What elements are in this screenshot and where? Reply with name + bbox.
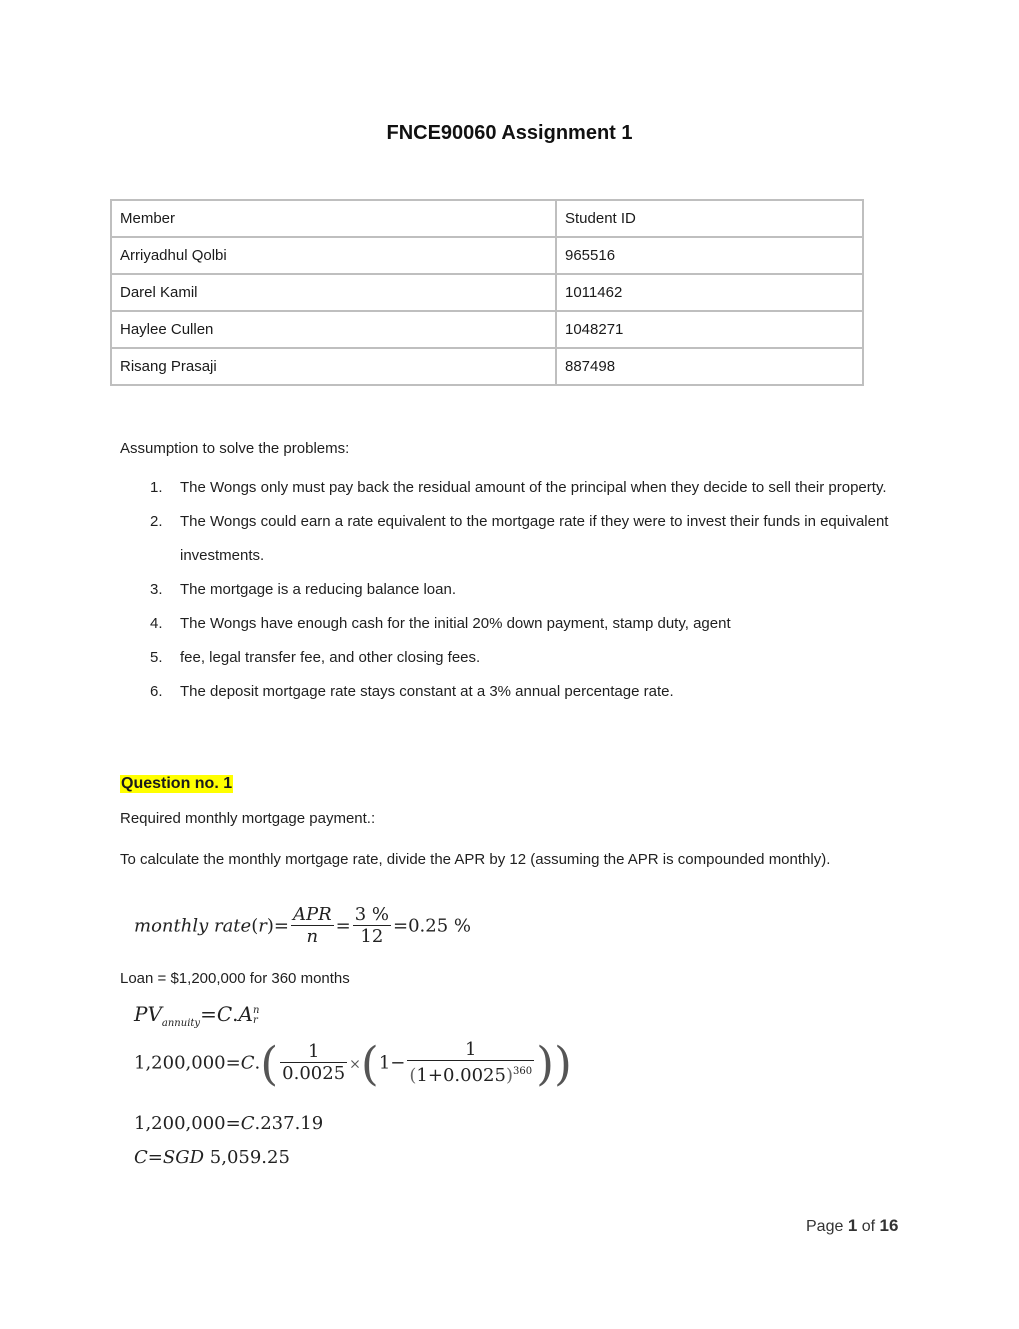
- list-text: The Wongs only must pay back the residual amount of the principal when they decide to sell their property.: [180, 479, 887, 496]
- eq-paren: (: [251, 915, 259, 937]
- list-item: [120, 675, 910, 709]
- eq-paren: (: [360, 1036, 379, 1091]
- page-word: Page: [806, 1218, 844, 1235]
- members-table: [110, 199, 864, 386]
- question-heading: Question no. 1: [121, 775, 233, 792]
- student-id: 1011462: [556, 274, 863, 311]
- list-text: The mortgage is a reducing balance loan.: [180, 581, 457, 598]
- assumptions-list: [120, 471, 910, 709]
- list-text: fee, legal transfer fee, and other closing fees.: [180, 649, 481, 666]
- frac-num: 3 %: [354, 904, 389, 925]
- table-header-row: [111, 200, 863, 237]
- eq-fraction: [280, 1042, 347, 1085]
- eq-c: C: [134, 1147, 148, 1168]
- eq-a: A: [238, 1002, 253, 1026]
- member-name: Arriyadhul Qolbi: [111, 237, 556, 274]
- list-number: 5.: [150, 649, 163, 666]
- document-title: FNCE90060 Assignment 1: [386, 122, 633, 144]
- frac-den: n: [306, 926, 319, 947]
- eq-result: 0.25 %: [408, 915, 471, 937]
- list-item: [120, 641, 910, 675]
- student-id: 887498: [556, 348, 863, 385]
- list-number: 4.: [150, 615, 163, 632]
- page-footer: [806, 1216, 898, 1236]
- page-number: 1: [847, 1216, 858, 1235]
- eq-fraction: [407, 1040, 534, 1087]
- eq-pv: PV: [134, 1002, 162, 1026]
- frac-num: 1: [280, 1042, 347, 1063]
- equation-annuity-factor: 1,200,000=C.237.19: [134, 1113, 324, 1134]
- eq-value: 5,059.25: [209, 1147, 290, 1168]
- loan-line: Loan = $1,200,000 for 360 months: [120, 970, 350, 987]
- list-item: [120, 505, 910, 573]
- eq-value: 237.19: [260, 1113, 324, 1134]
- assumptions-heading: Assumption to solve the problems:: [120, 440, 350, 457]
- eq-paren: (: [260, 1036, 279, 1091]
- equation-annuity-expanded: 1,200,000=C.( $\frac{1}{0.0025}$ ×(1− $\frac{1}{(1+0.0025)^{360}}$ )): [134, 1036, 572, 1091]
- eq-currency: SGD: [162, 1147, 205, 1168]
- student-id: 1048271: [556, 311, 863, 348]
- eq-paren: )=: [266, 915, 289, 937]
- list-number: 2.: [150, 513, 163, 530]
- eq-lhs: 1,200,000: [134, 1113, 226, 1134]
- question-line-1: Required monthly mortgage payment.:: [120, 810, 376, 827]
- eq-fraction: [353, 905, 391, 948]
- frac-den-exp: 360: [512, 1066, 533, 1077]
- eq-fraction: [291, 905, 334, 948]
- list-number: 1.: [150, 479, 163, 496]
- eq-c: C: [216, 1002, 233, 1026]
- student-id: 965516: [556, 237, 863, 274]
- question-line-2: To calculate the monthly mortgage rate, divide the APR by 12 (assuming the APR is compounded monthly).: [120, 851, 831, 868]
- list-number: 3.: [150, 581, 163, 598]
- list-text: The deposit mortgage rate stays constant at a 3% annual percentage rate.: [180, 683, 674, 700]
- eq-paren: )): [536, 1036, 572, 1091]
- equation-pv-annuity: $PV_{annuity}=C.A$ n r: [134, 1002, 260, 1029]
- list-text: The Wongs could earn a rate equivalent to the mortgage rate if they were to invest their funds in equivalent investments.: [180, 513, 889, 564]
- frac-num: 1: [407, 1040, 534, 1061]
- table-row: [111, 237, 863, 274]
- eq-times: ×: [349, 1056, 361, 1073]
- member-name: Haylee Cullen: [111, 311, 556, 348]
- list-number: 6.: [150, 683, 163, 700]
- list-item: [120, 573, 910, 607]
- eq-lhs: 1,200,000: [134, 1052, 226, 1074]
- eq-c: C: [240, 1052, 255, 1074]
- eq-c: C: [240, 1113, 255, 1134]
- table-row: [111, 311, 863, 348]
- frac-den-base: 1+0.0025: [416, 1065, 506, 1086]
- list-item: [120, 471, 910, 505]
- equation-payment-result: C=SGD 5,059.25: [134, 1147, 290, 1168]
- equation-monthly-rate: monthly rate(r)= $\frac{\text{APR}}{n}$ = $\frac{3 \%}{12}$ =0.25 %: [134, 904, 471, 947]
- eq-r: r: [258, 915, 267, 937]
- table-header-member: Member: [111, 200, 556, 237]
- table-header-student-id: Student ID: [556, 200, 863, 237]
- member-name: Risang Prasaji: [111, 348, 556, 385]
- table-row: [111, 274, 863, 311]
- table-row: [111, 348, 863, 385]
- frac-den: 12: [360, 926, 384, 947]
- frac-den: $(1+0.0025)^{360}$: [409, 1065, 533, 1086]
- page-total: 16: [879, 1216, 899, 1235]
- of-word: of: [861, 1218, 876, 1235]
- frac-num: APR: [292, 904, 332, 925]
- list-item: [120, 607, 910, 641]
- eq-a-sup: n: [252, 1004, 260, 1016]
- eq-lhs: monthly rate: [134, 915, 252, 937]
- eq-a-scripts: [253, 1006, 259, 1026]
- list-text: The Wongs have enough cash for the initial 20% down payment, stamp duty, agent: [180, 615, 731, 632]
- member-name: Darel Kamil: [111, 274, 556, 311]
- eq-pv-sub: annuity: [161, 1018, 201, 1029]
- eq-a-sub: r: [252, 1014, 258, 1026]
- frac-den: 0.0025: [282, 1063, 346, 1084]
